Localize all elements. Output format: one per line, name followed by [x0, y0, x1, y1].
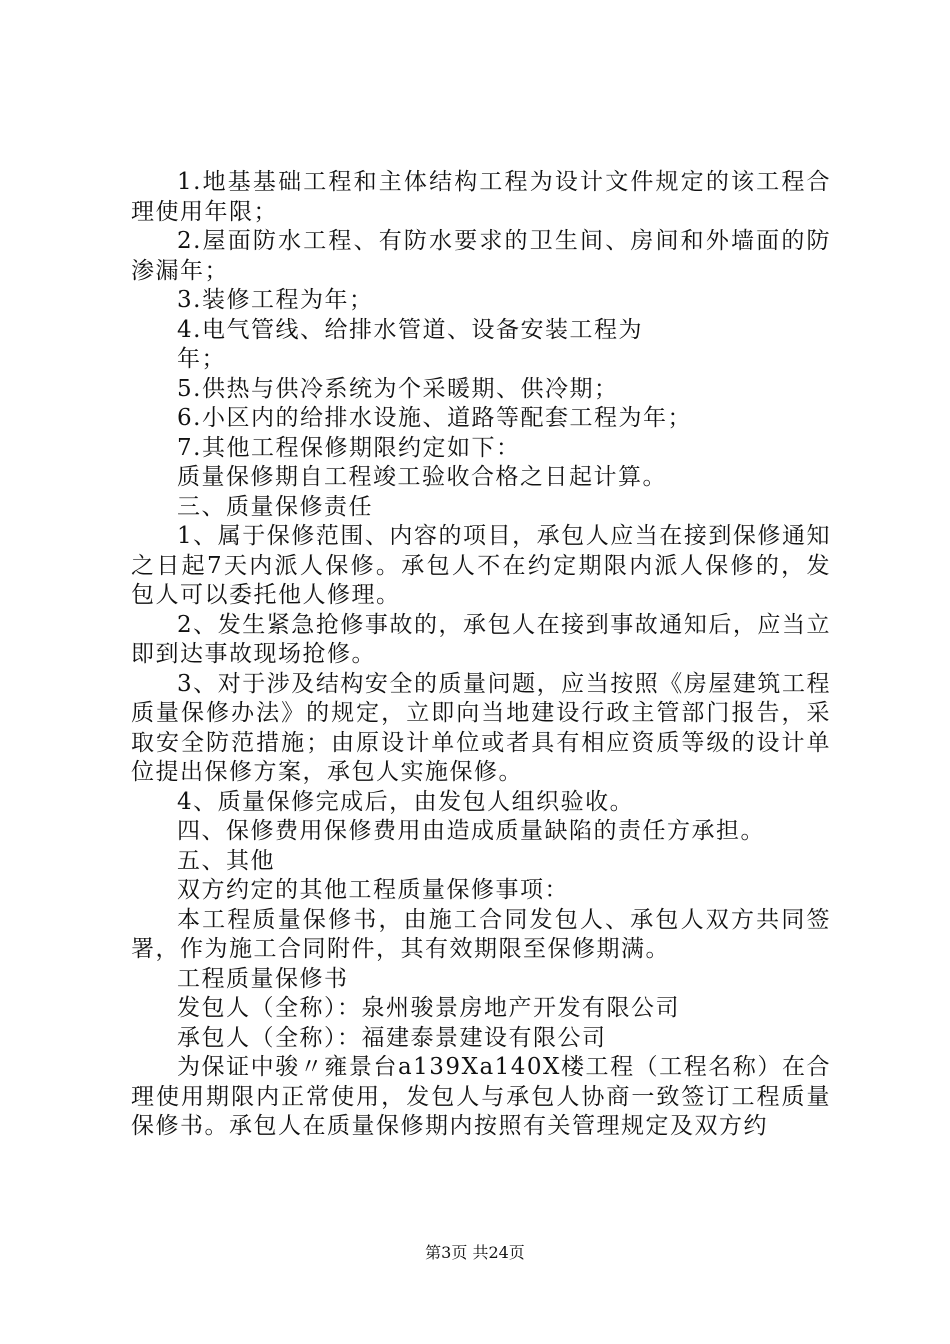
paragraph: 承包人（全称）：福建泰景建设有限公司 — [177, 1024, 607, 1051]
paragraph: 5.供热与供冷系统为个采暖期、供冷期； — [177, 375, 619, 402]
paragraph: 4.电气管线、给排水管道、设备安装工程为 — [177, 316, 643, 343]
paragraph: 3、对于涉及结构安全的质量问题，应当按照《房屋建筑工程质量保修办法》的规定，立即向当地建设行政主管部门报告，采取安全防范措施；由原设计单位或者具有相应资质等级的设计单位提出保修方案，承包人实施保修。 — [131, 670, 831, 785]
section-heading: 三、质量保修责任 — [177, 493, 373, 520]
paragraph: 为保证中骏〃雍景台a139Xa140X楼工程（工程名称）在合理使用期限内正常使用，发包人与承包人协商一致签订工程质量保修书。承包人在质量保修期内按照有关管理规定及双方约 — [131, 1054, 831, 1139]
paragraph: 4、质量保修完成后，由发包人组织验收。 — [177, 788, 635, 815]
paragraph: 3.装修工程为年； — [177, 287, 374, 313]
paragraph: 双方约定的其他工程质量保修事项： — [177, 877, 569, 903]
paragraph: 7.其他工程保修期限约定如下： — [177, 434, 521, 461]
section-heading: 五、其他 — [177, 847, 275, 874]
document-body — [131, 168, 831, 1142]
paragraph: 2、发生紧急抢修事故的，承包人在接到事故通知后，应当立即到达事故现场抢修。 — [131, 611, 831, 667]
document-title: 工程质量保修书 — [177, 965, 349, 992]
paragraph: 发包人（全称）：泉州骏景房地产开发有限公司 — [177, 995, 680, 1021]
paragraph: 本工程质量保修书，由施工合同发包人、承包人双方共同签署，作为施工合同附件，其有效期限至保修期满。 — [131, 906, 831, 962]
paragraph: 年； — [177, 346, 226, 372]
paragraph: 2.屋面防水工程、有防水要求的卫生间、房间和外墙面的防渗漏年； — [131, 228, 831, 284]
section-heading: 四、保修费用保修费用由造成质量缺陷的责任方承担。 — [177, 818, 765, 844]
paragraph: 质量保修期自工程竣工验收合格之日起计算。 — [177, 464, 667, 490]
paragraph: 1、属于保修范围、内容的项目，承包人应当在接到保修通知之日起7天内派人保修。承包人不在约定期限内派人保修的，发包人可以委托他人修理。 — [131, 523, 831, 608]
paragraph: 6.小区内的给排水设施、道路等配套工程为年； — [177, 405, 692, 431]
page-number-footer: 第3页 共24页 — [425, 1243, 525, 1262]
paragraph: 1.地基基础工程和主体结构工程为设计文件规定的该工程合理使用年限； — [131, 169, 831, 225]
